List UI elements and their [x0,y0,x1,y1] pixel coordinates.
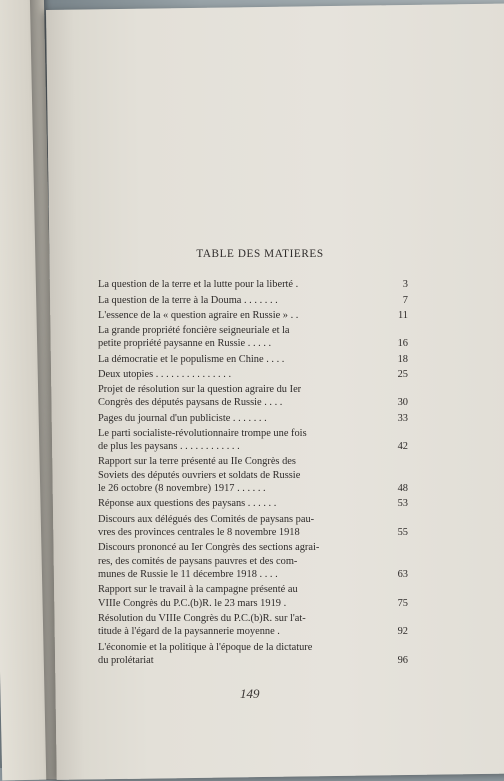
toc-entry-page: 63 [397,569,408,581]
toc-entry-line: le 26 octobre (8 novembre) 1917 . . . . . . [98,483,266,495]
toc-entry-line: de plus les paysans . . . . . . . . . . . . [98,441,240,453]
toc-entry-line: Projet de résolution sur la question agraire du Ier [98,384,302,396]
toc-entry-line: Le parti socialiste-révolutionnaire trompe une fois [98,427,307,439]
toc-entry-line: petite propriété paysanne en Russie . . . . . [98,338,272,350]
toc-entry-line: Réponse aux questions des paysans . . . . . . [98,498,277,510]
toc-entry [98,427,408,454]
toc-entry [98,324,408,351]
toc-entry [98,612,408,639]
toc-entry-title [98,612,378,639]
toc-entry-line: Rapport sur le travail à la campagne présenté au [98,584,298,596]
toc-entry-line: L'essence de la « question agraire en Russie » . . [98,309,299,321]
toc-entry-page: 3 [402,279,408,291]
toc-entry [98,497,408,510]
toc-entry-line: VIIIe Congrès du P.C.(b)R. le 23 mars 1919 . [98,597,287,609]
toc-entry [98,368,408,381]
table-of-contents [98,248,408,669]
toc-entry-title [98,641,378,668]
toc-entry [98,309,408,322]
toc-entry-page: 92 [397,626,408,638]
toc-entry-line: Pages du journal d'un publiciste . . . . . . . [98,412,267,424]
toc-entry-page: 18 [397,353,408,365]
toc-list [98,278,408,667]
toc-entry-title [98,541,378,581]
toc-entry [98,278,408,291]
toc-entry-title [98,278,378,291]
toc-entry-line: res, des comités de paysans pauvres et des com- [98,555,298,567]
toc-entry-title [98,324,378,351]
toc-entry-title [98,497,378,510]
toc-entry-line: Discours prononcé au Ier Congrès des sections agrai- [98,542,320,554]
toc-entry-page: 11 [397,309,408,321]
toc-entry [98,294,408,307]
page-number: 149 [240,686,260,701]
toc-entry-line: Soviets des députés ouvriers et soldats de Russie [98,469,301,481]
toc-title: TABLE DES MATIERES [196,248,324,260]
toc-entry-line: titude à l'égard de la paysannerie moyenne . [98,626,280,638]
toc-entry-page: 53 [397,498,408,510]
toc-entry-title [98,294,378,307]
toc-entry-title [98,309,378,322]
toc-entry-line: Résolution du VIIIe Congrès du P.C.(b)R. sur l'at- [98,612,306,624]
toc-entry-line: La démocratie et le populisme en Chine . . . . [98,353,285,365]
toc-entry-line: Deux utopies . . . . . . . . . . . . . . . [98,368,232,380]
toc-entry [98,641,408,668]
toc-entry-title [98,513,378,540]
toc-entry-page: 75 [397,597,408,609]
toc-entry-page: 7 [402,294,408,306]
toc-entry-line: Congrès des députés paysans de Russie . . . . [98,397,283,409]
toc-entry-line: La question de la terre et la lutte pour la liberté . [98,279,299,291]
toc-entry-page: 25 [397,368,408,380]
toc-entry-page: 48 [397,483,408,495]
toc-entry-line: Discours aux délégués des Comités de paysans pau- [98,513,315,525]
toc-entry [98,541,408,581]
toc-entry [98,583,408,610]
toc-entry [98,513,408,540]
toc-entry [98,383,408,410]
toc-entry-title [98,383,378,410]
toc-entry [98,353,408,366]
toc-entry-page: 96 [397,654,408,666]
toc-entry-line: du prolétariat [98,654,154,666]
toc-entry-line: L'économie et la politique à l'époque de la dictature [98,641,313,653]
toc-entry-line: vres des provinces centrales le 8 novembre 1918 [98,527,300,539]
toc-entry-line: munes de Russie le 11 décembre 1918 . . . . [98,569,278,581]
toc-entry-title [98,583,378,610]
toc-entry-page: 33 [397,412,408,424]
toc-entry-page: 30 [397,397,408,409]
toc-entry-line: La question de la terre à la Douma . . . . . . . [98,294,278,306]
toc-entry-page: 55 [397,527,408,539]
toc-entry-title [98,368,378,381]
toc-entry-title [98,427,378,454]
toc-entry [98,412,408,425]
toc-entry-page: 42 [397,441,408,453]
toc-entry-page: 16 [397,338,408,350]
toc-entry-line: La grande propriété foncière seigneuriale et la [98,325,290,337]
toc-entry-line: Rapport sur la terre présenté au IIe Congrès des [98,456,296,468]
toc-entry [98,455,408,495]
toc-entry-title [98,412,378,425]
toc-entry-title [98,353,378,366]
toc-entry-title [98,455,378,495]
